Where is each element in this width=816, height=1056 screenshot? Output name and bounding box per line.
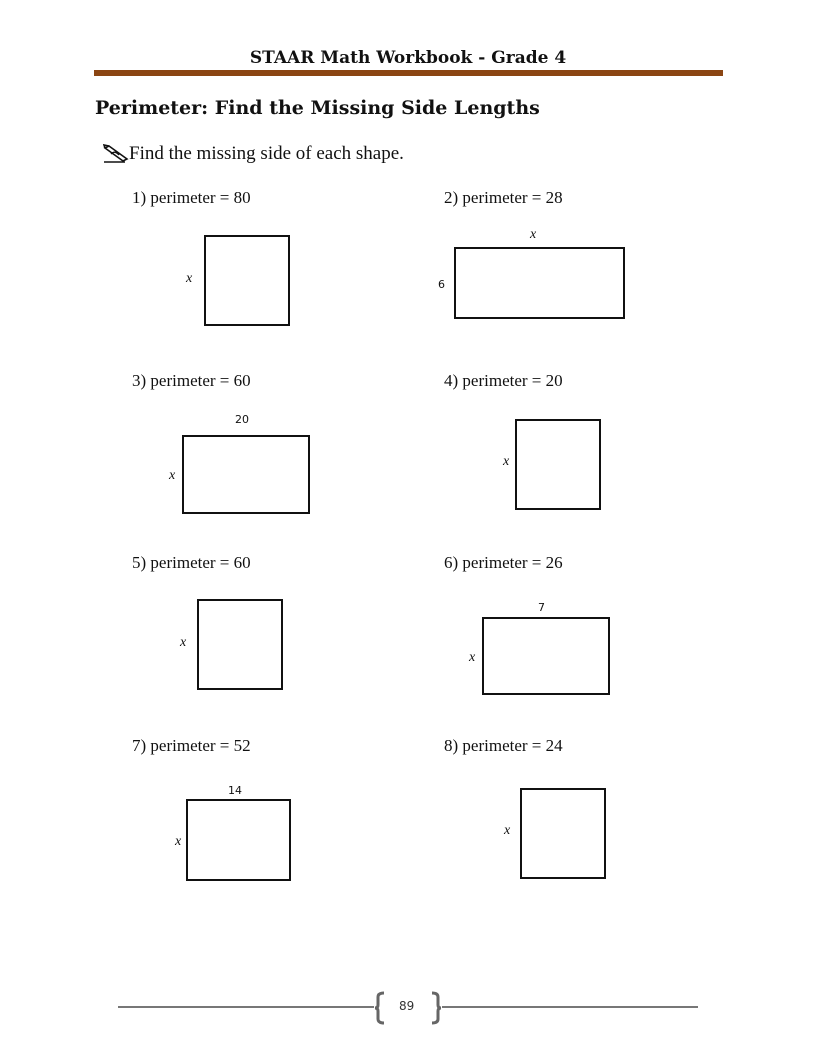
- problem-3-label: 3) perimeter = 60: [132, 371, 251, 390]
- footer-rule-right: [442, 1006, 698, 1008]
- section-title: Perimeter: Find the Missing Side Lengths: [95, 97, 540, 119]
- problem-4-label: 4) perimeter = 20: [444, 371, 563, 390]
- problem-3-rectangle: [182, 435, 310, 514]
- problem-5-label: 5) perimeter = 60: [132, 553, 251, 572]
- header-rule: [94, 70, 723, 76]
- problem-2-label: 2) perimeter = 28: [444, 188, 563, 207]
- footer-rule-left: [118, 1006, 374, 1008]
- left-bracket-icon: [374, 991, 386, 1030]
- instruction: [103, 143, 404, 165]
- problem-6-top-label: 7: [538, 601, 545, 614]
- problem-7-side-label: x: [175, 834, 182, 849]
- problem-6-side-label: x: [469, 650, 476, 665]
- problem-4-square: [515, 419, 601, 510]
- problem-2-rectangle: [454, 247, 625, 319]
- problem-5-side-label: x: [180, 635, 187, 650]
- problem-8-square: [520, 788, 606, 879]
- page-number: 89: [399, 999, 415, 1013]
- problem-7-rectangle: [186, 799, 291, 881]
- problem-2-top-label: x: [530, 227, 537, 242]
- problem-3-side-label: x: [169, 468, 176, 483]
- instruction-text: Find the missing side of each shape.: [129, 143, 404, 164]
- right-bracket-icon: [430, 991, 442, 1030]
- problem-3-top-label: 20: [235, 413, 249, 426]
- problem-7-label: 7) perimeter = 52: [132, 736, 251, 755]
- problem-7-top-label: 14: [228, 784, 242, 797]
- problem-1-side-label: x: [186, 271, 193, 286]
- problem-8-side-label: x: [504, 823, 511, 838]
- problem-6-rectangle: [482, 617, 610, 695]
- problem-4-side-label: x: [503, 454, 510, 469]
- problem-8-label: 8) perimeter = 24: [444, 736, 563, 755]
- problem-6-label: 6) perimeter = 26: [444, 553, 563, 572]
- problem-1-square: [204, 235, 290, 326]
- pencil-icon: [103, 144, 129, 164]
- problem-1-label: 1) perimeter = 80: [132, 188, 251, 207]
- problem-2-side-label: 6: [438, 278, 445, 291]
- workbook-title: STAAR Math Workbook - Grade 4: [249, 48, 567, 68]
- problem-5-square: [197, 599, 283, 690]
